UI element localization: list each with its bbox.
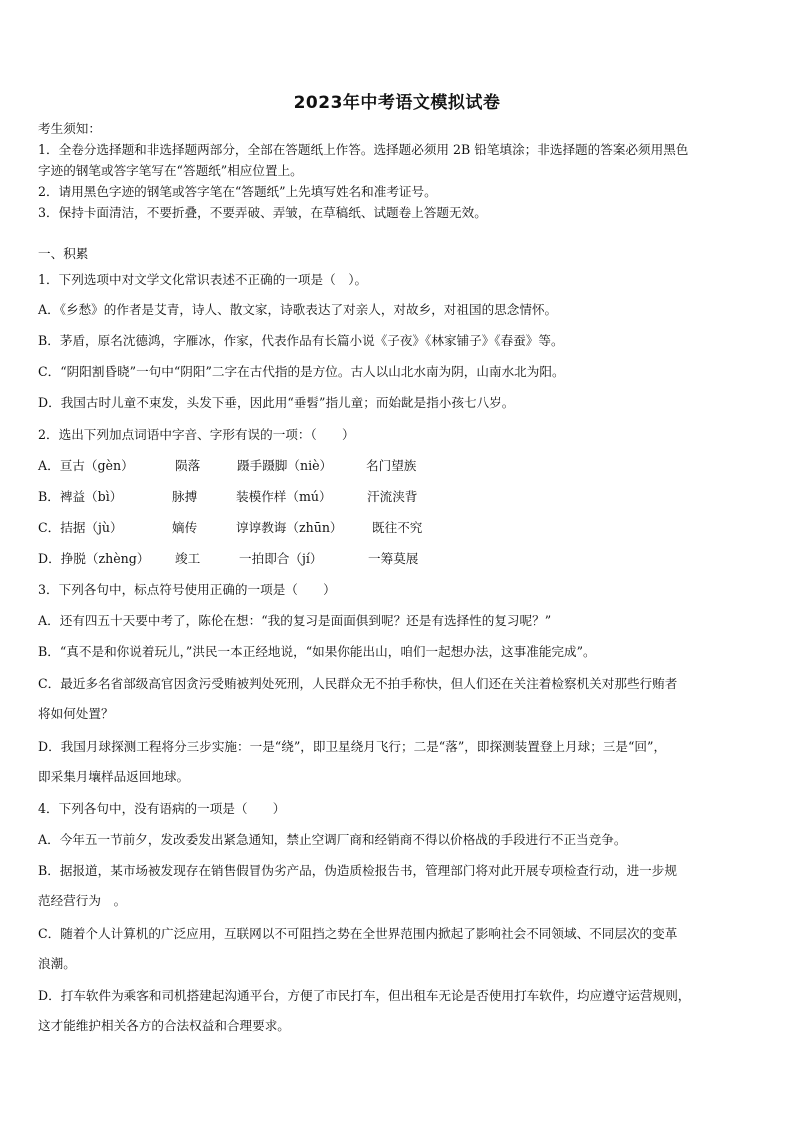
question-4-option-b-line2: 范经营行为 。 bbox=[38, 893, 127, 908]
option-word: 竣工 bbox=[175, 551, 201, 566]
option-word: B．裨益（bì） bbox=[38, 489, 123, 504]
notice-item-2: 2．请用黑色字迹的钢笔或答字笔在“答题纸”上先填写姓名和准考证号。 bbox=[38, 184, 437, 199]
question-1-stem: 1．下列选项中对文学文化常识表述不正确的一项是（ ）。 bbox=[38, 272, 368, 287]
option-word: 汗流浃背 bbox=[367, 489, 418, 504]
option-word: 陨落 bbox=[175, 458, 201, 473]
question-3-option-b: B．“真不是和你说着玩儿，”洪民一本正经地说，“如果你能出山，咱们一起想办法，这事准能完成”。 bbox=[38, 644, 596, 659]
option-word: 脉搏 bbox=[172, 489, 198, 504]
option-word: 一拍即合（jí） bbox=[239, 551, 323, 566]
question-2-option-d bbox=[38, 551, 756, 567]
question-3-option-c-line1: C．最近多名省部级高官因贪污受贿被判处死刑，人民群众无不拍手称快，但人们还在关注着检察机关对那些行贿者 bbox=[38, 676, 678, 691]
question-4-option-d-line2: 这才能维护相关各方的合法权益和合理要求。 bbox=[38, 1018, 290, 1033]
question-2-option-b bbox=[38, 489, 756, 505]
question-4-option-c-line2: 浪潮。 bbox=[38, 956, 76, 971]
notice-heading: 考生须知： bbox=[38, 121, 101, 136]
option-word: 蹑手蹑脚（niè） bbox=[237, 458, 333, 473]
option-word: 既往不究 bbox=[372, 520, 423, 535]
notice-item-1a: 1．全卷分选择题和非选择题两部分，全部在答题纸上作答。选择题必须用 2B 铅笔填涂；非选择题的答案必须用黑色 bbox=[38, 142, 689, 157]
notice-item-1b: 字迹的钢笔或答字笔写在“答题纸”相应位置上。 bbox=[38, 163, 303, 178]
option-word: D．挣脱（zhèng） bbox=[38, 551, 150, 566]
question-4-option-a: A．今年五一节前夕，发改委发出紧急通知，禁止空调厂商和经销商不得以价格战的手段进行不正当竞争。 bbox=[38, 832, 627, 847]
question-1-option-d: D．我国古时儿童不束发，头发下垂，因此用“垂髫”指儿童；而始龀是指小孩七八岁。 bbox=[38, 395, 515, 410]
option-word: 谆谆教诲（zhūn） bbox=[236, 520, 343, 535]
question-3-option-d-line2: 即采集月壤样品返回地球。 bbox=[38, 769, 190, 784]
option-word: 一筹莫展 bbox=[368, 551, 419, 566]
question-3-option-c-line2: 将如何处置？ bbox=[38, 706, 114, 721]
notice-item-3: 3．保持卡面清洁，不要折叠，不要弄破、弄皱，在草稿纸、试题卷上答题无效。 bbox=[38, 205, 487, 220]
question-4-option-c-line1: C．随着个人计算机的广泛应用，互联网以不可阻挡之势在全世界范围内掀起了影响社会不同领域、不同层次的变革 bbox=[38, 926, 678, 941]
question-3-option-d-line1: D．我国月球探测工程将分三步实施：一是“绕”，即卫星绕月飞行；二是“落”，即探测装置登上月球；三是“回”， bbox=[38, 739, 667, 754]
option-word: 装模作样（mú） bbox=[236, 489, 332, 504]
question-1-option-a: A．《乡愁》的作者是艾青，诗人、散文家，诗歌表达了对亲人，对故乡，对祖国的思念情怀。 bbox=[38, 302, 558, 317]
question-3-stem: 3．下列各句中，标点符号使用正确的一项是（ ） bbox=[38, 582, 336, 597]
question-2-stem: 2．选出下列加点词语中字音、字形有误的一项：（ ） bbox=[38, 427, 355, 442]
section-heading: 一、积累 bbox=[38, 246, 89, 261]
question-3-option-a: A．还有四五十天要中考了，陈伦在想：“我的复习是面面俱到呢？还是有选择性的复习呢？” bbox=[38, 613, 552, 628]
question-4-option-d-line1: D．打车软件为乘客和司机搭建起沟通平台，方便了市民打车，但出租车无论是否使用打车软件，均应遵守运营规则， bbox=[38, 988, 691, 1003]
option-word: 名门望族 bbox=[366, 458, 417, 473]
question-4-stem: 4．下列各句中，没有语病的一项是（ ） bbox=[38, 801, 286, 816]
option-word: C．拮据（jù） bbox=[38, 520, 123, 535]
option-word: A．亘古（gèn） bbox=[38, 458, 134, 473]
option-word: 嫡传 bbox=[172, 520, 198, 535]
question-2-option-a bbox=[38, 458, 756, 474]
question-4-option-b-line1: B．据报道，某市场被发现存在销售假冒伪劣产品，伪造质检报告书，管理部门将对此开展专项检查行动，进一步规 bbox=[38, 863, 677, 878]
question-2-option-c bbox=[38, 520, 756, 536]
question-1-option-c: C．“阴阳割昏晓”一句中“阴阳”二字在古代指的是方位。古人以山北水南为阴，山南水北为阳。 bbox=[38, 364, 565, 379]
page-title: 2023年中考语文模拟试卷 bbox=[293, 93, 501, 113]
question-1-option-b: B．茅盾，原名沈德鸿，字雁冰，作家，代表作品有长篇小说《子夜》《林家铺子》《春蚕》等。 bbox=[38, 333, 564, 348]
